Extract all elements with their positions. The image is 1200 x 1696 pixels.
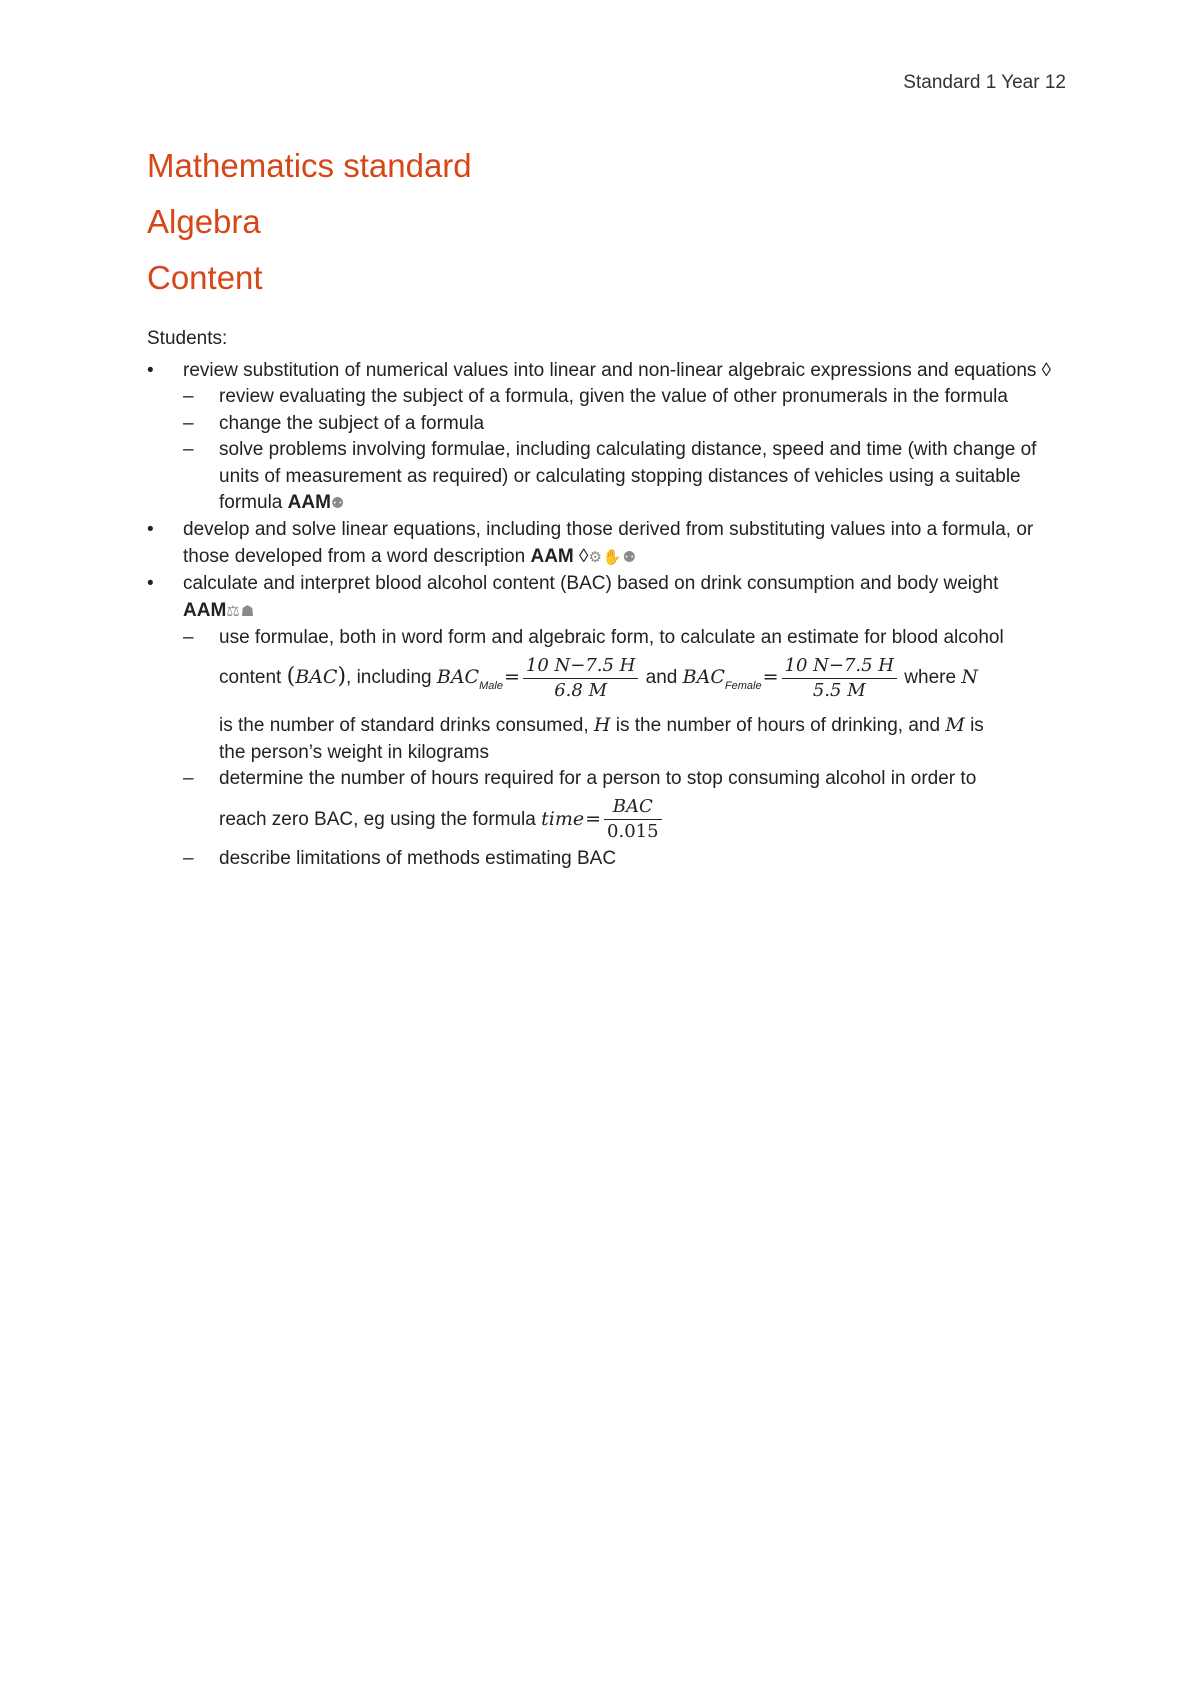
- bac-male-lhs: $BAC_{Male}$: [436, 666, 503, 693]
- diamond-icon: ◊: [1041, 360, 1052, 381]
- time-text: reach zero BAC, eg using the formula: [219, 808, 536, 830]
- time-formula-line: reach zero BAC, eg using the formula time= $\frac{\text{BAC}}{0.015}$: [219, 793, 1067, 846]
- dash-icon: –: [183, 627, 194, 649]
- item-text: develop and solve linear equations, including those derived from substituting values into a formula, or those developed from a word description: [183, 519, 1034, 567]
- australia-icon: ☗: [240, 602, 256, 620]
- page-content: [147, 146, 1067, 872]
- and-word: and: [645, 667, 678, 689]
- time-fraction: $\frac{\text{BAC}}{0.015}$: [604, 795, 662, 844]
- sub-list: [183, 625, 1067, 872]
- var-h: H: [593, 714, 611, 737]
- item-text: calculate and interpret blood alcohol content (BAC) based on drink consumption and body weight: [183, 573, 999, 595]
- content-word: content: [219, 667, 282, 689]
- heading-section: Content: [147, 259, 263, 296]
- var-n: N: [961, 666, 978, 689]
- desc-h: is the number of hours of drinking, and: [615, 715, 941, 737]
- running-header: Standard 1 Year 12: [903, 72, 1066, 93]
- sub-item: [183, 625, 1067, 766]
- sub-item-text: review evaluating the subject of a formula, given the value of other pronumerals in the formula: [219, 386, 1008, 408]
- dash-icon: –: [183, 386, 194, 408]
- aam-tag: AAM: [287, 492, 331, 514]
- desc-n: is the number of standard drinks consumed,: [219, 715, 589, 737]
- sub-item-text: solve problems involving formulae, including calculating distance, speed and time (with change of units of measurement as required) or calculating stopping distances of vehicles using a suitable formula: [219, 439, 1037, 514]
- where-word: where: [904, 667, 957, 689]
- heading-subject: Mathematics standard: [147, 147, 472, 184]
- list-item: [147, 517, 1067, 571]
- content-list: [147, 358, 1067, 872]
- list-item: [147, 571, 1067, 872]
- aam-tag: AAM: [183, 599, 227, 621]
- scales-icon: ⚖: [226, 602, 241, 620]
- var-m: M: [945, 714, 965, 737]
- sub-item-text: describe limitations of methods estimating BAC: [219, 847, 617, 869]
- sub-item: [183, 411, 1067, 437]
- bullet-icon: •: [147, 519, 154, 541]
- people-icon: ⚉: [622, 548, 638, 566]
- sub-item: [183, 766, 1067, 845]
- intro-text: Students:: [147, 328, 228, 349]
- time-lhs: time: [541, 807, 585, 830]
- bullet-icon: •: [147, 573, 154, 595]
- item-text: review substitution of numerical values into linear and non-linear algebraic expressions and equations: [183, 360, 1037, 381]
- sub-item: [183, 846, 1067, 872]
- dash-icon: –: [183, 768, 194, 790]
- including-word: , including: [346, 667, 432, 689]
- dash-icon: –: [183, 412, 194, 434]
- desc-weight: the person’s weight in kilograms: [219, 741, 490, 763]
- diamond-icon: ◊: [579, 545, 589, 567]
- gear-icon: ⚙: [588, 548, 603, 566]
- sub-list: [183, 384, 1067, 517]
- sub-item: [183, 384, 1067, 410]
- bac-female-fraction: $\frac{10 N-7.5 H}{5.5 M}$: [782, 654, 898, 703]
- dash-icon: –: [183, 847, 194, 869]
- heading-topic: Algebra: [147, 203, 261, 240]
- sub-item-text: determine the number of hours required for a person to stop consuming alcohol in order to: [219, 768, 977, 790]
- bac-symbol: BAC: [295, 666, 338, 689]
- bac-female-lhs: $BAC_{Female}$: [682, 666, 762, 693]
- bac-male-fraction: $\frac{10 N-7.5 H}{6.8 M}$: [523, 654, 639, 703]
- list-item: [147, 358, 1067, 517]
- people-icon: ⚉: [330, 495, 346, 513]
- aam-tag: AAM: [530, 545, 574, 567]
- handshake-icon: ✋: [602, 548, 623, 566]
- desc-m: is: [970, 715, 984, 737]
- sub-item: [183, 437, 1067, 517]
- sub-item-text: use formulae, both in word form and algebraic form, to calculate an estimate for blood alcohol: [219, 627, 1004, 649]
- sub-item-text: change the subject of a formula: [219, 412, 485, 434]
- bac-formula-line: content (BAC), including $BAC_{Male}=$ $\frac{10 N-7.5 H}{6.8 M}$ and $BAC_{Female}=$ $\frac{10 N-7.5 H}{5.5 M}$ where N: [219, 654, 978, 701]
- bullet-icon: •: [147, 360, 154, 381]
- dash-icon: –: [183, 439, 194, 461]
